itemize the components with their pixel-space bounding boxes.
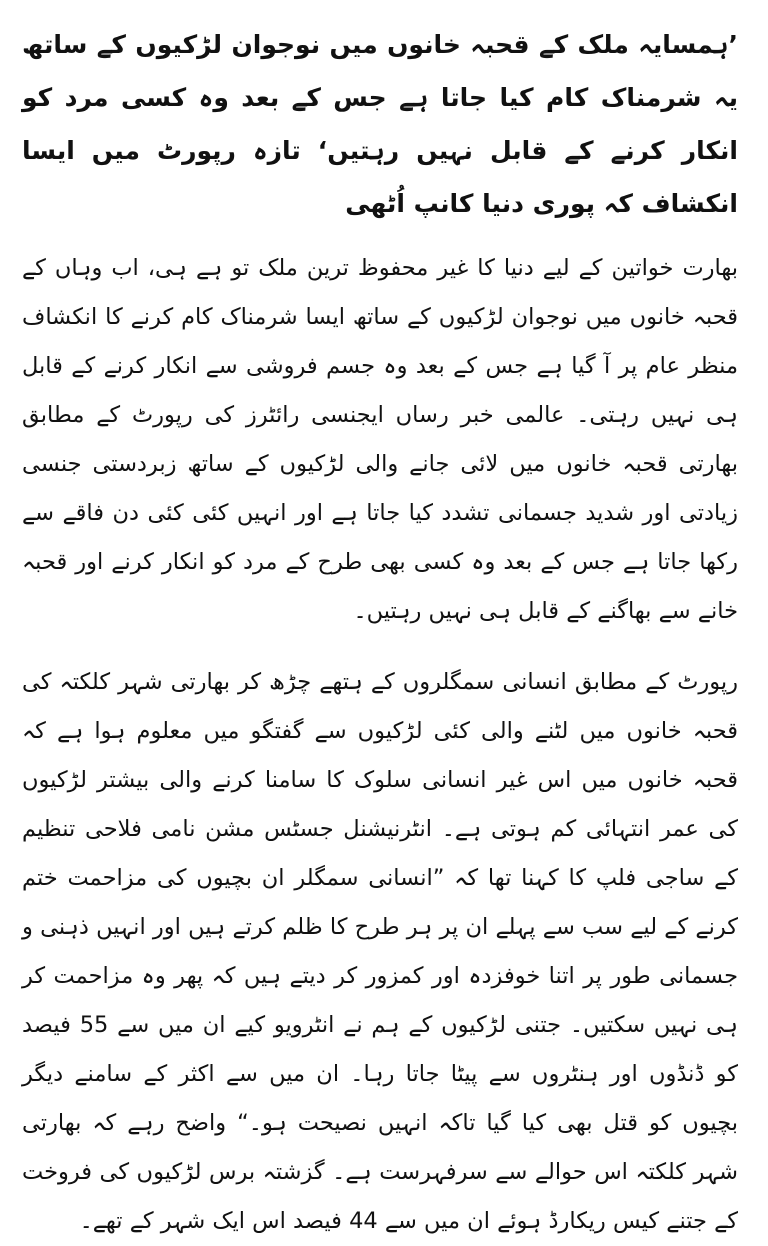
article-paragraph-2: رپورٹ کے مطابق انسانی سمگلروں کے ہتھے چڑھ کر بھارتی شہر کلکتہ کی قحبہ خانوں میں لٹنے والی کئی لڑکیوں سے گفتگو میں معلوم ہوا ہے کہ قحبہ خانوں میں اس غیر انسانی سلوک کا سامنا کرنے والی بیشتر لڑکیوں کی عمر انتہائی کم ہوتی ہے۔ انٹرنیشنل جسٹس مشن نامی فلاحی تنظیم کے ساجی فلپ کا کہنا تھا کہ ”انسانی سمگلر ان بچیوں کی مزاحمت ختم کرنے کے لیے سب سے پہلے ان پر ہر طرح کا ظلم کرتے ہیں اور انہیں ذہنی و جسمانی طور پر اتنا خوفزدہ اور کمزور کر دیتے ہیں کہ پھر وہ مزاحمت کر ہی نہیں سکتیں۔ جتنی لڑکیوں کے ہم نے انٹرویو کیے ان میں سے 55 فیصد کو ڈنڈوں اور ہنٹروں سے پیٹا جاتا رہا۔ ان میں سے اکثر کے سامنے دیگر بچیوں کو قتل بھی کیا گیا تاکہ انہیں نصیحت ہو۔“ واضح رہے کہ بھارتی شہر کلکتہ اس حوالے سے سرفہرست ہے۔ گزشتہ برس لڑکیوں کی فروخت کے جتنے کیس ریکارڈ ہوئے ان میں سے 44 فیصد اس ایک شہر کے تھے۔ (22, 669, 738, 1234)
article-paragraph-1: بھارت خواتین کے لیے دنیا کا غیر محفوظ ترین ملک تو ہے ہی، اب وہاں کے قحبہ خانوں میں نوجوان لڑکیوں کے ساتھ ایسا شرمناک کام کرنے کا انکشاف منظر عام پر آ گیا ہے جس کے بعد وہ جسم فروشی سے انکار کرنے کے قابل ہی نہیں رہتی۔ عالمی خبر رساں ایجنسی رائٹرز کی رپورٹ کے مطابق بھارتی قحبہ خانوں میں لائی جانے والی لڑکیوں کے ساتھ زبردستی جنسی زیادتی اور شدید جسمانی تشدد کیا جاتا ہے اور انہیں کئی کئی دن فاقے سے رکھا جاتا ہے جس کے بعد وہ کسی بھی طرح کے مرد کو انکار کرنے اور قحبہ خانے سے بھاگنے کے قابل ہی نہیں رہتیں۔ (22, 255, 738, 624)
article-headline: ’ہمسایہ ملک کے قحبہ خانوں میں نوجوان لڑکیوں کے ساتھ یہ شرمناک کام کیا جاتا ہے جس کے بعد وہ کسی مرد کو انکار کرنے کے قابل نہیں رہتیں‘ تازہ رپورٹ میں ایسا انکشاف کہ پوری دنیا کانپ اُٹھی (22, 30, 738, 218)
